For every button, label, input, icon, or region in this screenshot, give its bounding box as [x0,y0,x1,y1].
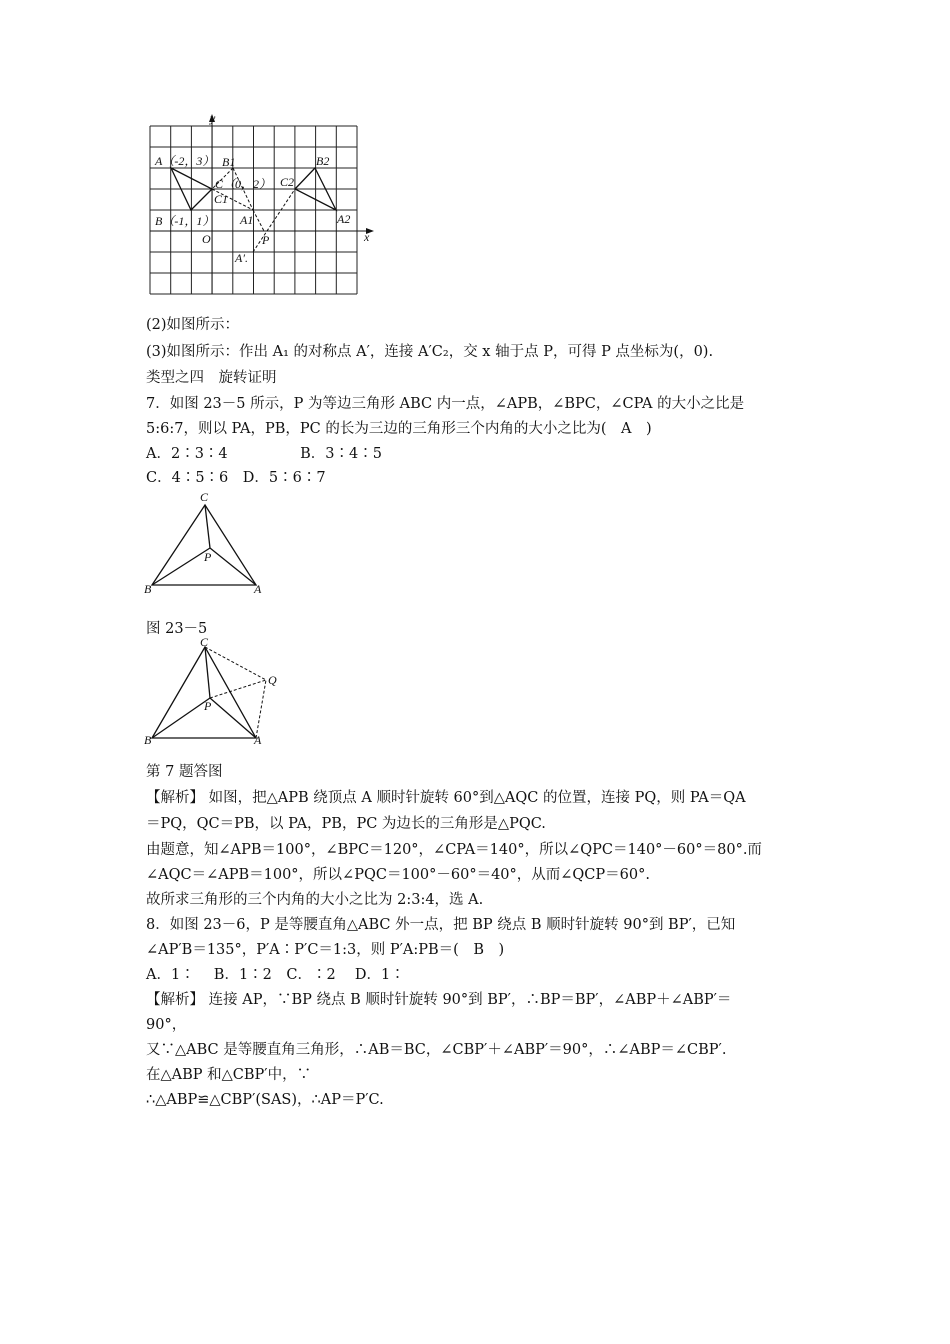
text-line: (2)如图所示： [146,317,240,333]
text-line: (3)如图所示：作出 A₁ 的对称点 A′，连接 A′C₂，交 x 轴于点 P，可得 P 点坐标为(，0). [146,344,714,360]
y-axis-label: y [210,111,216,125]
text-line: ＝PQ，QC＝PB，以 PA，PB，PC 为边长的三角形是△PQC. [146,816,546,832]
text-line: ∠AQC＝∠APB＝100°，所以∠PQC＝100°－60°＝40°，从而∠QCP＝60°. [146,867,650,883]
figure-caption: 图 23－5 [146,621,208,637]
label-C2: C2 [280,175,295,189]
text-line: 7．如图 23－5 所示，P 为等边三角形 ABC 内一点，∠APB，∠BPC，∠CPA 的大小之比是 [146,396,745,412]
figure-answer-7 [140,636,290,748]
label-A: A（-2，3） [155,154,215,168]
label-A1: A1 [240,213,254,227]
label-Q: Q [268,673,277,687]
text-line: 故所求三角形的三个内角的大小之比为 2:3:4，选 A. [146,892,484,908]
label-O: O [202,232,211,246]
label-C: C（0，2） [215,177,272,191]
figure-caption: 第 7 题答图 [146,764,223,780]
text-line: 【解析】 如图，把△APB 绕顶点 A 顺时针旋转 60°到△AQC 的位置，连接 PQ，则 PA＝QA [146,790,746,806]
text-line: 8．如图 23－6，P 是等腰直角△ABC 外一点，把 BP 绕点 B 顺时针旋转 90°到 BP′，已知 [146,917,736,933]
label-C: C [200,490,209,504]
text-line: 又∵△ABC 是等腰直角三角形，∴AB＝BC，∠CBP′＋∠ABP′＝90°，∴∠ABP＝∠CBP′. [146,1042,727,1058]
text-line: ∠AP′B＝135°，P′A∶P′C＝1:3，则 P′A:PB＝( B ) [146,942,505,958]
text-line: A．2∶3∶4 B．3∶4∶5 [146,446,382,462]
text-line: 5:6:7，则以 PA，PB，PC 的长为三边的三角形三个内角的大小之比为( A ) [146,421,652,437]
label-B2: B2 [316,154,330,168]
figure-23-5 [140,488,280,598]
text-line: A．1∶ B．1∶2 C．∶2 D．1∶ [146,967,405,983]
text-line: 90°， [146,1017,187,1033]
label-B: B（-1，1） [155,214,215,228]
text-line: C．4∶5∶6 D．5∶6∶7 [146,470,326,486]
coordinate-grid-figure [140,110,380,300]
text-line: ∴△ABP≌△CBP′(SAS)，∴AP＝P′C. [146,1092,384,1108]
text-line: 由题意，知∠APB＝100°，∠BPC＝120°，∠CPA＝140°，所以∠QPC＝140°－60°＝80°.而 [146,842,762,858]
label-B: B [144,582,152,596]
text-line: 类型之四 旋转证明 [146,370,277,386]
x-axis-label: x [364,230,370,244]
label-B: B [144,733,152,747]
label-A-prime: A′. [235,251,248,265]
label-C1: C1 [214,192,229,206]
label-P: P [204,550,212,564]
text-line: 【解析】 连接 AP，∵BP 绕点 B 顺时针旋转 90°到 BP′，∴BP＝BP′，∠ABP＋∠ABP′＝ [146,992,732,1008]
label-P: P [262,233,270,247]
label-P: P [204,699,212,713]
label-A: A [254,733,262,747]
label-C: C [200,636,209,649]
text-line: 在△ABP 和△CBP′中，∵ [146,1067,312,1083]
label-A: A [254,582,262,596]
label-A2: A2 [337,212,351,226]
label-B1: B1 [222,155,236,169]
